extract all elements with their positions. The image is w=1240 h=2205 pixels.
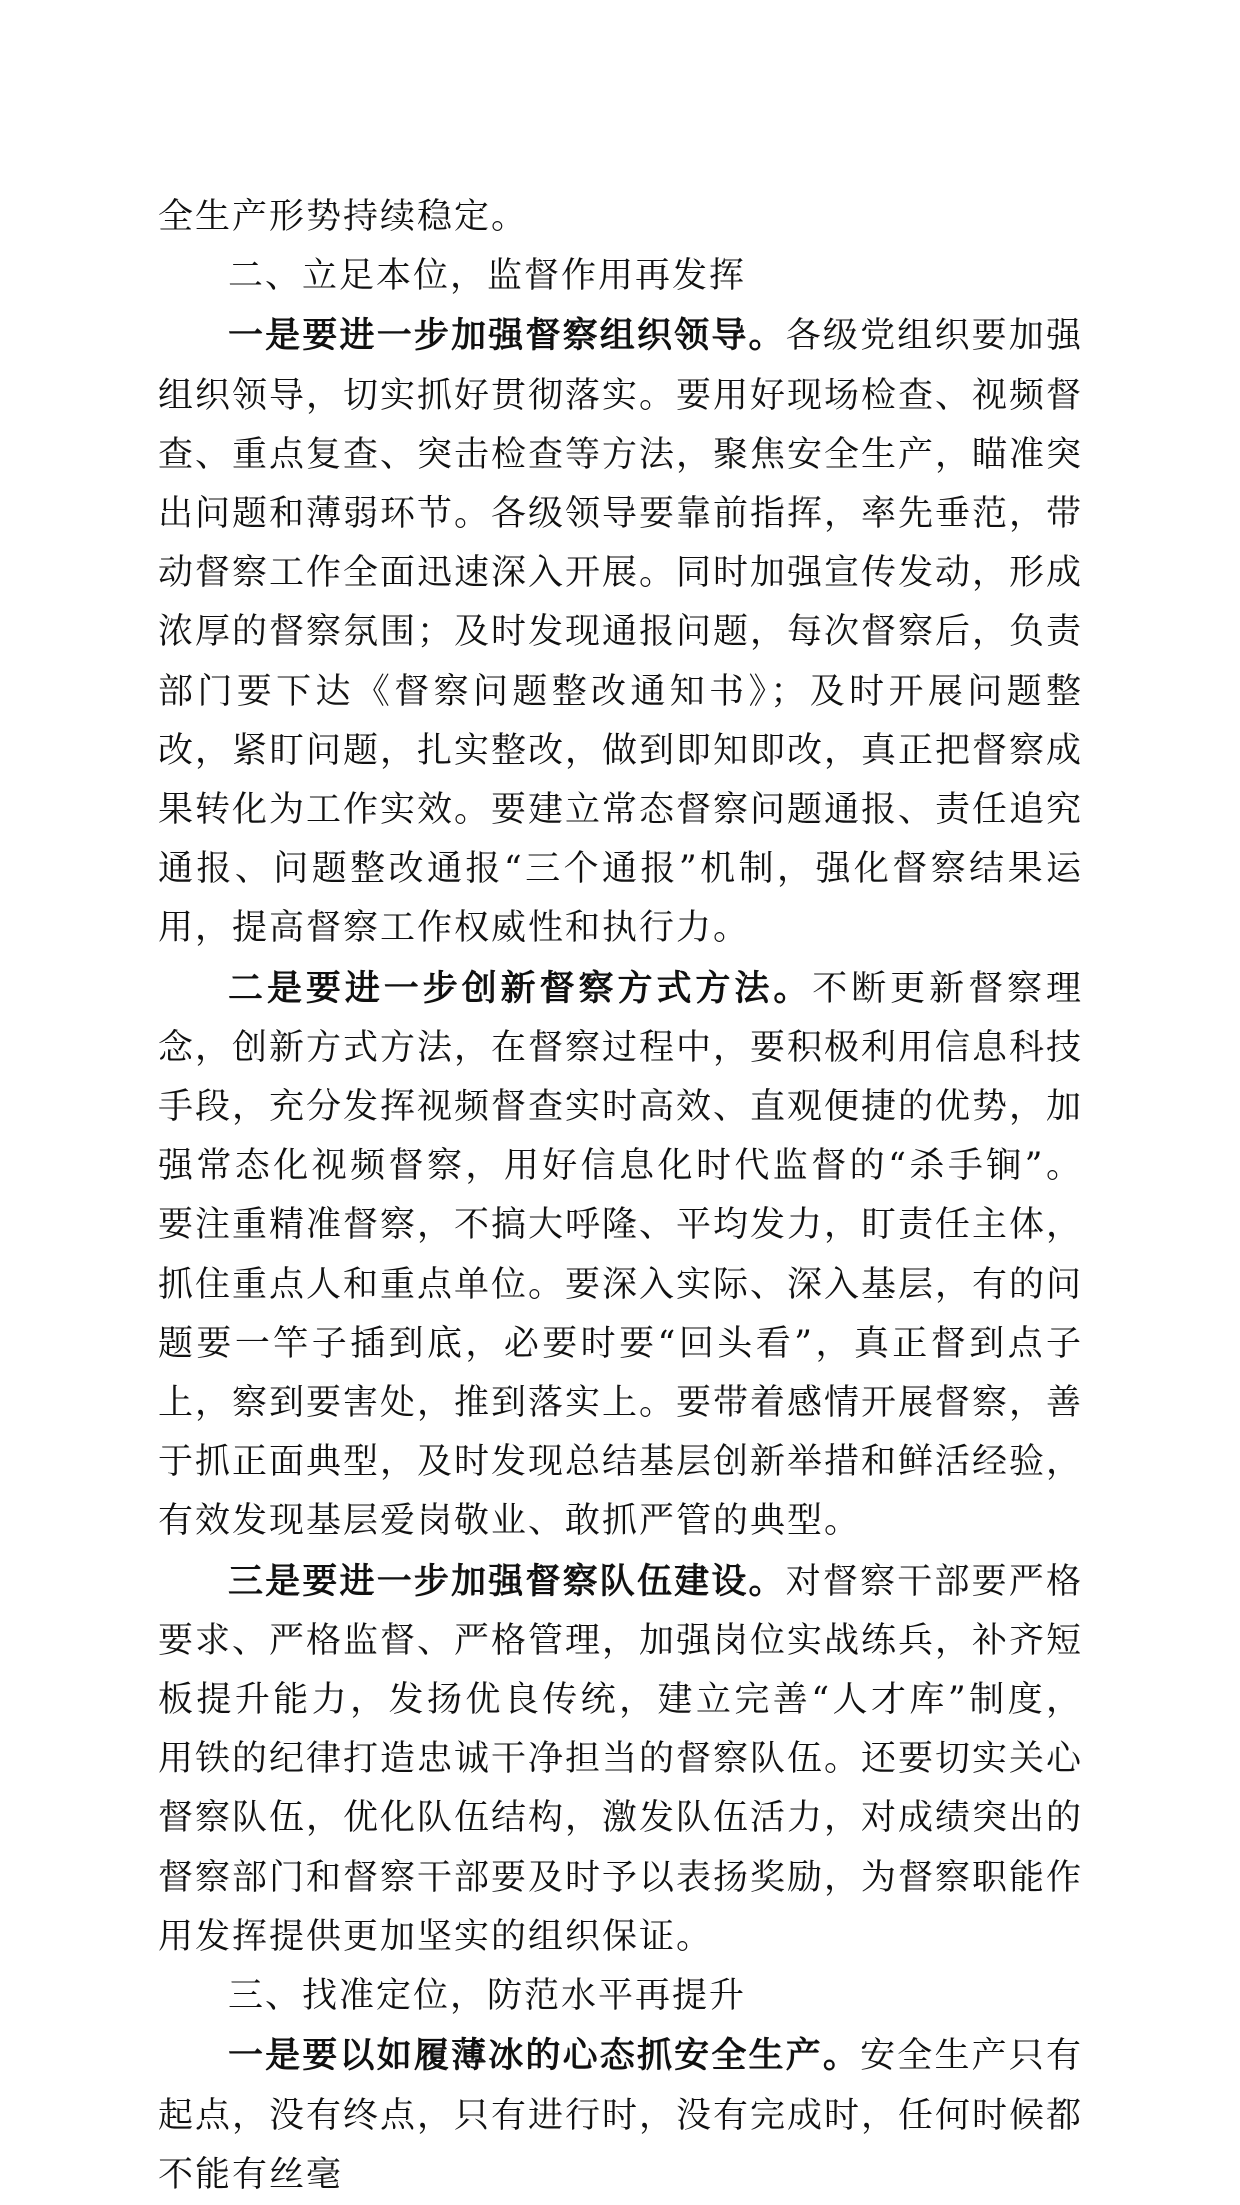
paragraph-body-text: 各级党组织要加强组织领导，切实抓好贯彻落实。要用好现场检查、视频督查、重点复查、突击检查等方法，聚焦安全生产，瞄准突出问题和薄弱环节。各级领导要靠前指挥，率先垂范，带动督察工作全面迅速深入开展。同时加强宣传发动，形成浓厚的督察氛围；及时发现通报问题，每次督察后，负责部门要下达《督察问题整改通知书》；及时开展问题整改，紧盯问题，扎实整改，做到即知即改，真正把督察成果转化为工作实效。要建立常态督察问题通报、责任追究通报、问题整改通报“三个通报”机制，强化督察结果运用，提高督察工作权威性和执行力。 [158, 316, 1084, 949]
paragraph-continuation: 全生产形势持续稳定。 [158, 197, 529, 237]
paragraph-body-text: 安全生产只有起点，没有终点，只有进行时，没有完成时，任何时候都不能有丝毫 [158, 2036, 1084, 2195]
paragraph-supervision-methods [158, 959, 1083, 1552]
paragraph-lead-text: 一是要进一步加强督察组织领导。 [228, 315, 786, 357]
paragraph-supervision-team [158, 1552, 1083, 1967]
paragraph-body-text: 对督察干部要严格要求、严格监督、严格管理，加强岗位实战练兵，补齐短板提升能力，发扬优良传统，建立完善“人才库”制度，用铁的纪律打造忠诚干净担当的督察队伍。还要切实关心督察队伍，优化队伍结构，激发队伍活力，对成绩突出的督察部门和督察干部要及时予以表扬奖励，为督察职能作用发挥提供更加坚实的组织保证。 [158, 1561, 1084, 1957]
paragraph-lead-text: 三是要进一步加强督察队伍建设。 [228, 1560, 786, 1602]
section-heading-2: 二、立足本位，监督作用再发挥 [228, 256, 747, 297]
paragraph-lead-text: 二是要进一步创新督察方式方法。 [228, 967, 813, 1009]
document-body [158, 188, 1083, 2205]
paragraph-lead-text: 一是要以如履薄冰的心态抓安全生产。 [228, 2035, 861, 2077]
section-heading-3: 三、找准定位，防范水平再提升 [228, 1976, 747, 2017]
paragraph-safety-mindset [158, 2026, 1083, 2205]
paragraph-body-text: 不断更新督察理念，创新方式方法，在督察过程中，要积极利用信息科技手段，充分发挥视频督查实时高效、直观便捷的优势，加强常态化视频督察，用好信息化时代监督的“杀手锏”。要注重精准督察，不搞大呼隆、平均发力，盯责任主体，抓住重点人和重点单位。要深入实际、深入基层，有的问题要一竿子插到底，必要时要“回头看”，真正督到点子上，察到要害处，推到落实上。要带着感情开展督察，善于抓正面典型，及时发现总结基层创新举措和鲜活经验，有效发现基层爱岗敬业、敢抓严管的典型。 [158, 968, 1084, 1542]
paragraph-supervision-leadership [158, 306, 1083, 958]
